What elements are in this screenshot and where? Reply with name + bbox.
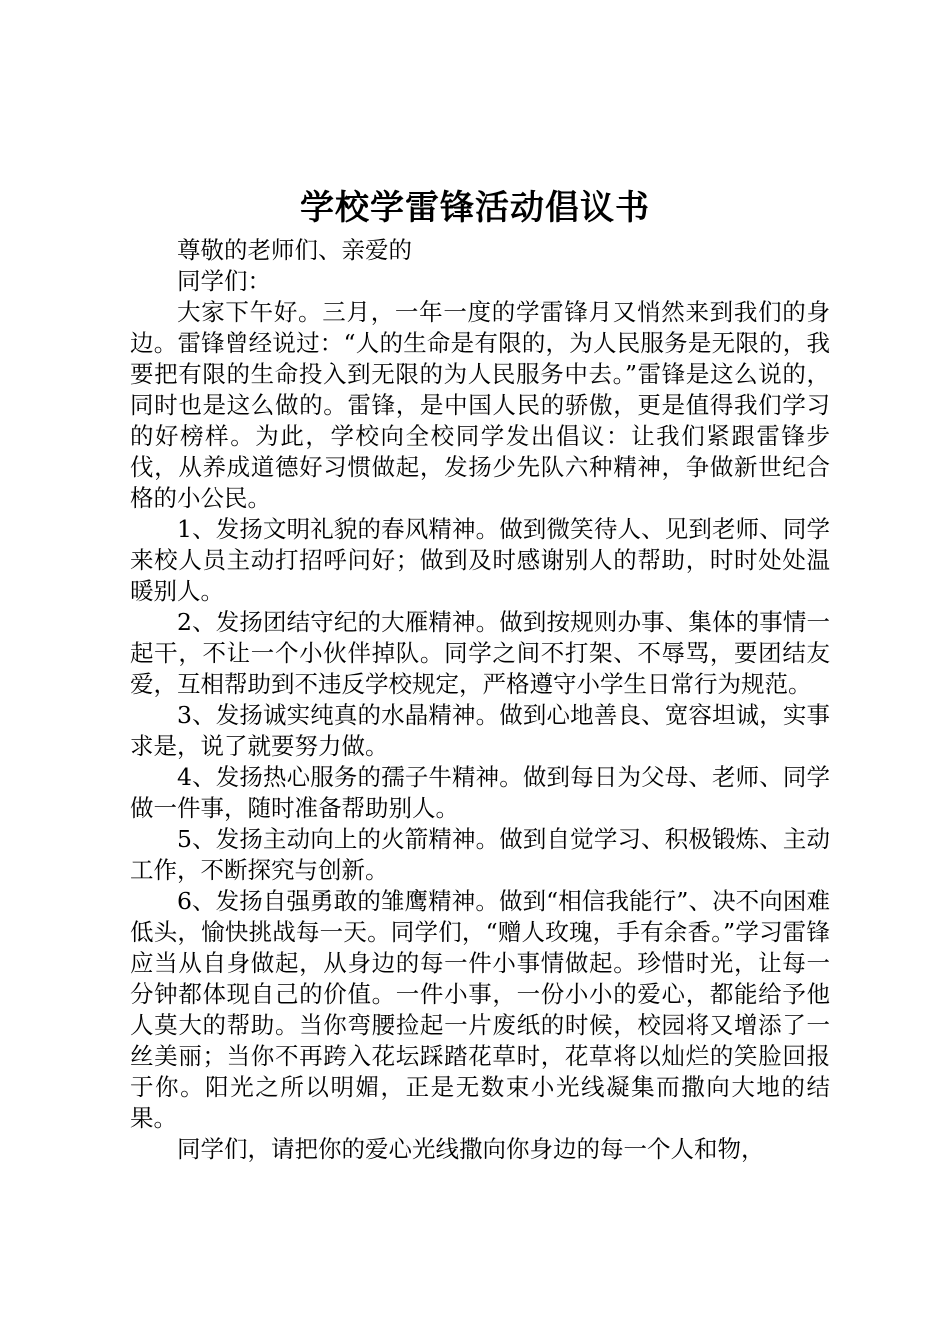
paragraph: 6、发扬自强勇敢的雏鹰精神。做到“相信我能行”、决不向困难低头，愉快挑战每一天。同学们，“赠人玫瑰，手有余香。”学习雷锋应当从自身做起，从身边的每一件小事情做起。珍惜时光，让每一分钟都体现自己的价值。一件小事，一份小小的爱心，都能给予他人莫大的帮助。当你弯腰捡起一片废纸的时候，校园将又增添了一丝美丽；当你不再跨入花坛踩踏花草时，花草将以灿烂的笑脸回报于你。阳光之所以明媚，正是无数束小光线凝集而撒向大地的结果。 bbox=[130, 887, 830, 1132]
paragraph: 大家下午好。三月，一年一度的学雷锋月又悄然来到我们的身边。雷锋曾经说过：“人的生命是有限的，为人民服务是无限的，我要把有限的生命投入到无限的为人民服务中去。”雷锋是这么说的，同时也是这么做的。雷锋，是中国人民的骄傲，更是值得我们学习的好榜样。为此，学校向全校同学发出倡议：让我们紧跟雷锋步伐，从养成道德好习惯做起，发扬少先队六种精神，争做新世纪合格的小公民。 bbox=[130, 298, 830, 512]
paragraph: 2、发扬团结守纪的大雁精神。做到按规则办事、集体的事情一起干，不让一个小伙伴掉队。同学之间不打架、不辱骂，要团结友爱，互相帮助到不违反学校规定，严格遵守小学生日常行为规范。 bbox=[130, 608, 830, 698]
paragraph: 3、发扬诚实纯真的水晶精神。做到心地善良、宽容坦诚，实事求是，说了就要努力做。 bbox=[130, 701, 830, 760]
greeting-line: 尊敬的老师们、亲爱的 bbox=[177, 236, 412, 264]
paragraph: 4、发扬热心服务的孺子牛精神。做到每日为父母、老师、同学做一件事，随时准备帮助别人。 bbox=[130, 763, 830, 822]
document-title: 学校学雷锋活动倡议书 bbox=[300, 188, 650, 228]
document-body bbox=[130, 235, 830, 1165]
paragraph: 1、发扬文明礼貌的春风精神。做到微笑待人、见到老师、同学来校人员主动打招呼问好；做到及时感谢别人的帮助，时时处处温暖别人。 bbox=[130, 515, 830, 605]
paragraph: 5、发扬主动向上的火箭精神。做到自觉学习、积极锻炼、主动工作，不断探究与创新。 bbox=[130, 825, 830, 884]
paragraph: 同学们，请把你的爱心光线撒向你身边的每一个人和物， bbox=[177, 1135, 765, 1163]
greeting-line: 同学们： bbox=[177, 267, 271, 295]
